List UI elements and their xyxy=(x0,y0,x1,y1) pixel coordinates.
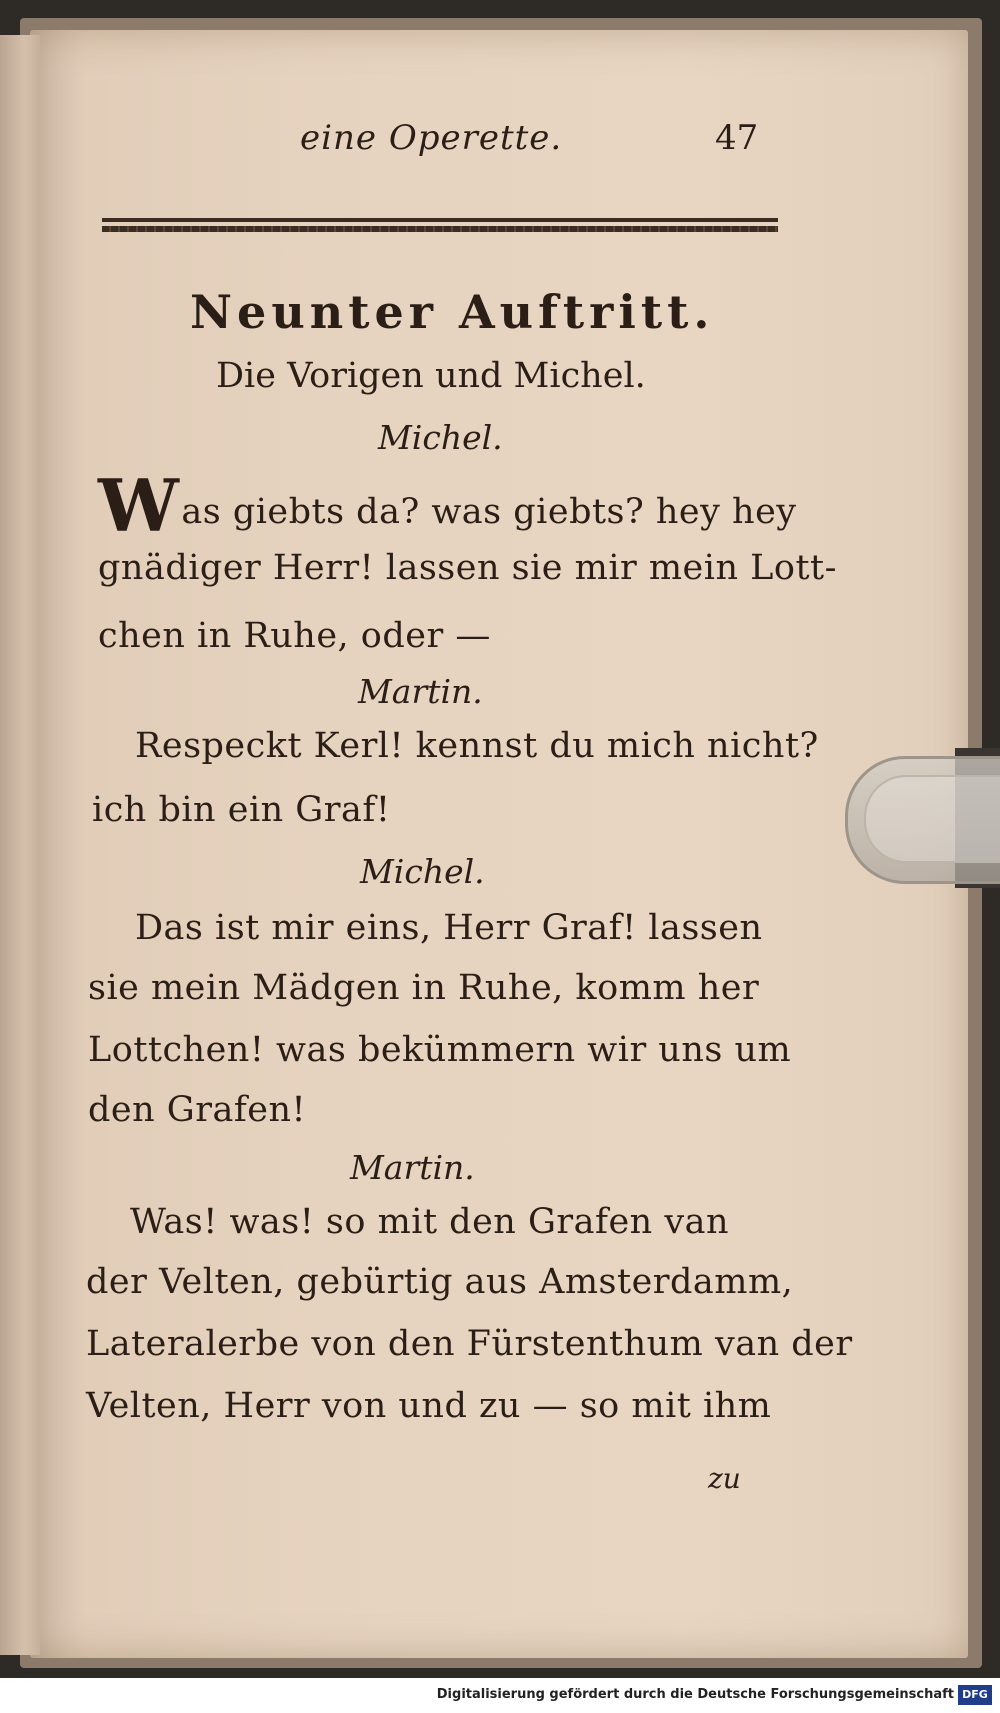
scene-cast: Die Vorigen und Michel. xyxy=(216,356,646,396)
speaker-name: Martin. xyxy=(358,672,483,711)
speaker-name: Martin. xyxy=(350,1148,475,1187)
funding-credit: Digitalisierung gefördert durch die Deutsche Forschungsgemeinschaft xyxy=(436,1687,954,1702)
dialogue-line: ich bin ein Graf! xyxy=(92,790,391,830)
dfg-logo: DFG xyxy=(958,1685,992,1705)
page-number: 47 xyxy=(715,118,759,158)
dialogue-line xyxy=(98,463,797,548)
page-clip-inner xyxy=(864,775,1000,863)
facing-page-gutter xyxy=(0,35,40,1655)
digitization-footer xyxy=(0,1678,1000,1713)
dialogue-line: Lateralerbe von den Fürstenthum van der xyxy=(86,1324,853,1364)
header-rule xyxy=(102,218,778,222)
dialogue-line: sie mein Mädgen in Ruhe, komm her xyxy=(88,968,760,1008)
speaker-name: Michel. xyxy=(378,418,503,457)
dialogue-line: Lottchen! was bekümmern wir uns um xyxy=(88,1030,792,1070)
dialogue-line: Velten, Herr von und zu — so mit ihm xyxy=(86,1386,772,1426)
drop-cap: W xyxy=(98,463,180,548)
dialogue-line: den Grafen! xyxy=(88,1090,307,1130)
catchword: zu xyxy=(708,1462,741,1495)
dialogue-line: chen in Ruhe, oder — xyxy=(98,616,491,656)
dialogue-line: gnädiger Herr! lassen sie mir mein Lott- xyxy=(98,548,837,588)
dialogue-text: as giebts da? was giebts? hey hey xyxy=(181,492,797,532)
header-rule-ornament xyxy=(102,226,778,232)
speaker-name: Michel. xyxy=(360,852,485,891)
dialogue-line: Respeckt Kerl! kennst du mich nicht? xyxy=(135,726,819,766)
dialogue-line: der Velten, gebürtig aus Amsterdamm, xyxy=(86,1262,794,1302)
running-head: eine Operette. xyxy=(300,118,563,158)
page-clip xyxy=(845,756,1000,884)
dialogue-line: Was! was! so mit den Grafen van xyxy=(130,1202,730,1242)
scene-title: Neunter Auftritt. xyxy=(190,285,715,339)
dialogue-line: Das ist mir eins, Herr Graf! lassen xyxy=(135,908,763,948)
